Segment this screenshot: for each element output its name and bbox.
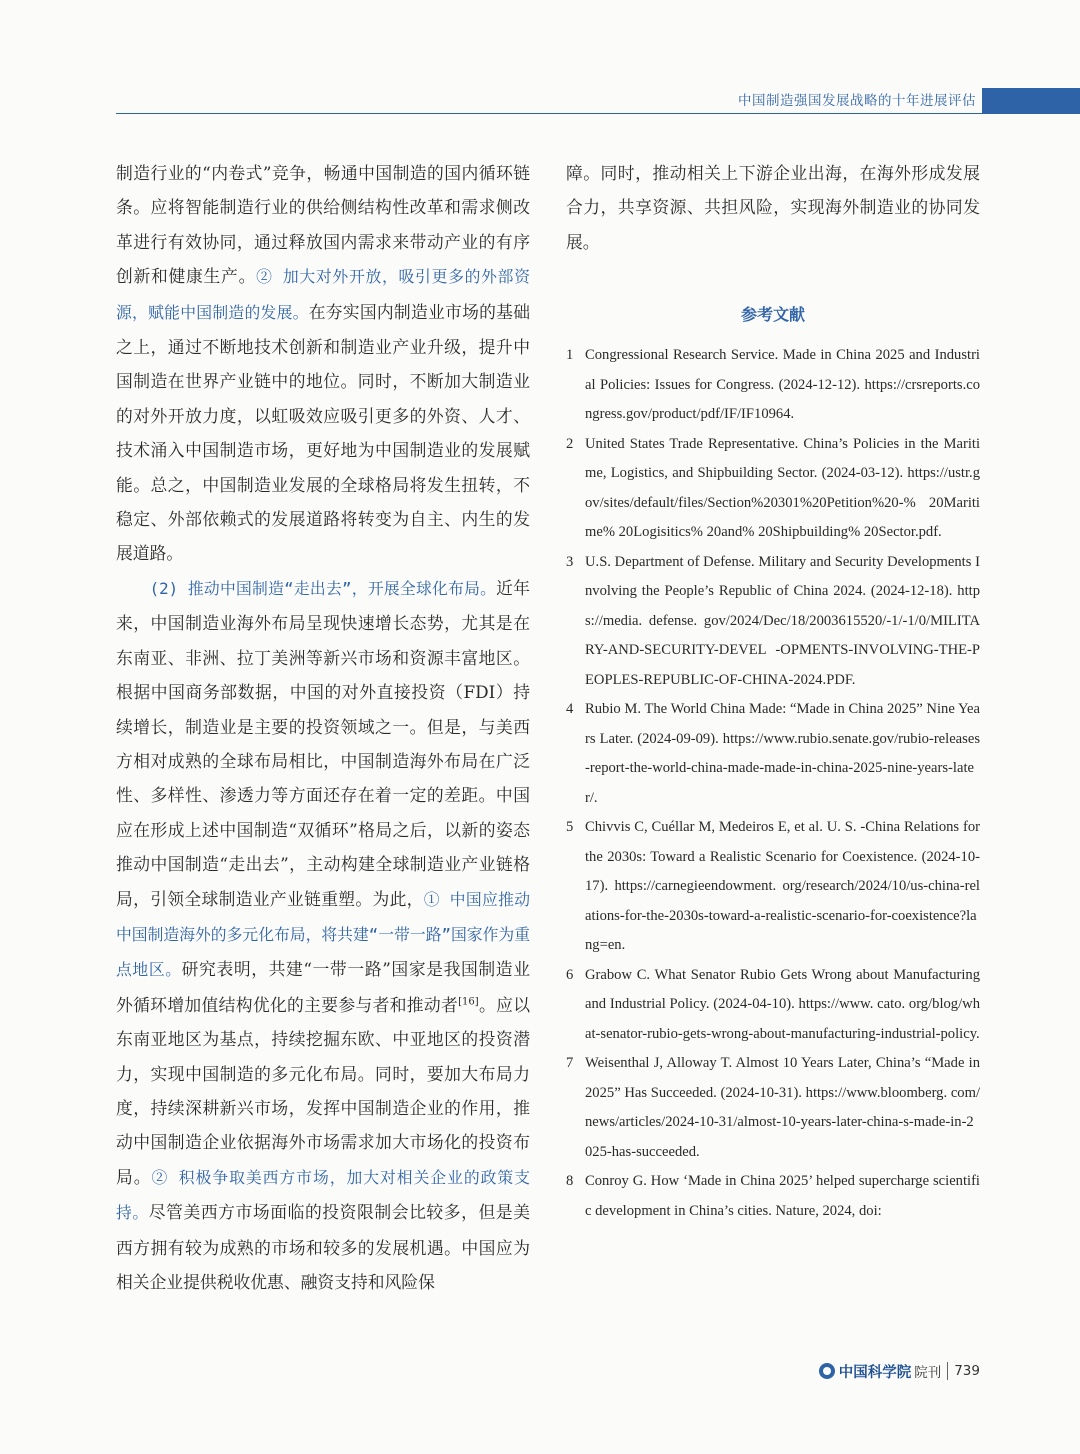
header-color-block xyxy=(982,88,1080,114)
header-rule xyxy=(116,113,1080,114)
left-column xyxy=(116,156,530,1299)
cas-emblem-icon xyxy=(819,1363,835,1379)
reference-text: United States Trade Representative. China’s Policies in the Maritime, Logistics, and Shipbuilding Sector. (2024-03-12). https://ustr.gov/sites/default/files/Section%20301%20Petition%20-% 20Maritime% 20Logisitics% 20and% 20Shipbuilding% 20Sector.pdf. xyxy=(585,435,980,541)
reference-number: 4 xyxy=(566,701,574,718)
section-heading: (2) 推动中国制造“走出去”，开展全球化布局。 xyxy=(149,578,497,598)
continuation-paragraph: 障。同时，推动相关上下游企业出海，在海外形成发展合力，共享资源、共担风险，实现海外制造业的协同发展。 xyxy=(566,163,980,252)
footer-divider xyxy=(947,1362,948,1380)
highlighted-text: ② 积极争取美西方市场，加大对相关企业的政策支持。 xyxy=(116,1167,530,1223)
body-text: 研究表明，共建“一带一路”国家是我国制造业外循环增加值结构优化的主要参与者和推动者 xyxy=(116,959,530,1015)
reference-item xyxy=(566,695,980,813)
page-footer xyxy=(819,1358,980,1384)
reference-number: 1 xyxy=(566,347,574,364)
reference-item xyxy=(566,1167,980,1226)
body-text: 尽管美西方市场面临的投资限制会比较多，但是美西方拥有较为成熟的市场和较多的发展机遇。中国应为相关企业提供税收优惠、融资支持和风险保 xyxy=(116,1202,530,1292)
reference-item xyxy=(566,1049,980,1167)
publisher-logo: 中国科学院 xyxy=(838,1364,912,1381)
journal-name: 院刊 xyxy=(914,1365,942,1381)
references-list xyxy=(566,341,980,1226)
reference-text: Chivvis C, Cuéllar M, Medeiros E, et al. U. S. -China Relations for the 2030s: Toward a Realistic Scenario for Coexistence. (2024-10-17). https://carnegieendowment. org/research/2024/10/us-china-relations-for-the-2030s-toward-a-realistic-scenario-for-coexistence?lang=en. xyxy=(585,819,980,954)
citation-marker: [16] xyxy=(458,996,479,1008)
reference-number: 5 xyxy=(566,819,574,836)
highlighted-text: ① 中国应推动中国制造海外的多元化布局，将共建“一带一路”国家作为重点地区。 xyxy=(116,889,530,980)
reference-text: U.S. Department of Defense. Military and Security Developments Involving the People’s Republic of China 2024. (2024-12-18). https://media. defense. gov/2024/Dec/18/2003615520/-1/-1/0/MILITARY-AND-SECURITY-DEVEL -OPMENTS-INVOLVING-THE-PEOPLES-REPUBLIC-OF-CHINA-2024.PDF. xyxy=(585,553,980,688)
reference-item xyxy=(566,341,980,430)
reference-text: Grabow C. What Senator Rubio Gets Wrong about Manufacturing and Industrial Policy. (2024-04-10). https://www. cato. org/blog/what-senator-rubio-gets-wrong-about-manufacturing-industrial-policy. xyxy=(585,966,980,1042)
body-text: 近年来，中国制造业海外布局呈现快速增长态势，尤其是在东南亚、非洲、拉丁美洲等新兴市场和资源丰富地区。根据中国商务部数据，中国的对外直接投资（FDI）持续增长，制造业是主要的投资领域之一。但是，与美西方相对成熟的全球布局相比，中国制造海外布局在广泛性、多样性、渗透力等方面还存在着一定的差距。中国应在形成上述中国制造“双循环”格局之后，以新的姿态推动中国制造“走出去”，主动构建全球制造业产业链格局，引领全球制造业产业链重塑。为此， xyxy=(116,577,530,909)
reference-item xyxy=(566,430,980,548)
reference-text: Congressional Research Service. Made in China 2025 and Industrial Policies: Issues for Congress. (2024-12-12). https://crsreports.congress.gov/product/pdf/IF/IF10964. xyxy=(585,347,980,423)
body-text: 。应以东南亚地区为基点，持续挖掘东欧、中亚地区的投资潜力，实现中国制造的多元化布局。同时，要加大布局力度，持续深耕新兴市场，发挥中国制造企业的作用，推动中国制造企业依据海外市场需求加大市场化的投资布局。 xyxy=(116,994,530,1187)
body-text: 在夯实国内制造业市场的基础之上，通过不断地技术创新和制造业产业升级，提升中国制造在世界产业链中的地位。同时，不断加大制造业的对外开放力度，以虹吸效应吸引更多的外资、人才、技术涌入中国制造市场，更好地为中国制造业的发展赋能。总之，中国制造业发展的全球格局将发生扭转，不稳定、外部依赖式的发展道路将转变为自主、内生的发展道路。 xyxy=(116,301,530,564)
reference-item xyxy=(566,813,980,961)
reference-number: 3 xyxy=(566,553,574,570)
reference-item xyxy=(566,548,980,696)
reference-text: Weisenthal J, Alloway T. Almost 10 Years Later, China’s “Made in 2025” Has Succeeded. (2024-10-31). https://www.bloomberg. com/news/articles/2024-10-31/almost-10-years-later-china-s-made-in-2025-has-succeeded. xyxy=(585,1055,980,1160)
highlighted-text: ② 加大对外开放，吸引更多的外部资源，赋能中国制造的发展。 xyxy=(116,267,530,322)
reference-text: Rubio M. The World China Made: “Made in China 2025” Nine Years Later. (2024-09-09). https://www.rubio.senate.gov/rubio-releases-report-the-world-china-made-made-in-china-2025-nine-years-later/. xyxy=(585,701,980,806)
right-column xyxy=(566,156,980,1226)
reference-number: 7 xyxy=(566,1055,574,1072)
references-title: 参考文献 xyxy=(740,305,805,325)
running-header xyxy=(116,88,1080,116)
reference-number: 2 xyxy=(566,435,574,452)
reference-number: 8 xyxy=(566,1173,574,1190)
page-number: 739 xyxy=(954,1363,980,1379)
body-text: 制造行业的“内卷式”竞争，畅通中国制造的国内循环链条。应将智能制造行业的供给侧结构性改革和需求侧改革进行有效协同，通过释放国内需求来带动产业的有序创新和健康生产。 xyxy=(116,163,530,287)
header-title: 中国制造强国发展战略的十年进展评估 xyxy=(738,93,976,109)
paragraph xyxy=(116,571,530,1300)
reference-text: Conroy G. How ‘Made in China 2025’ helped supercharge scientific development in China’s cities. Nature, 2024, doi: xyxy=(585,1173,980,1219)
reference-number: 6 xyxy=(566,966,574,983)
paragraph xyxy=(116,156,530,571)
reference-item xyxy=(566,961,980,1050)
